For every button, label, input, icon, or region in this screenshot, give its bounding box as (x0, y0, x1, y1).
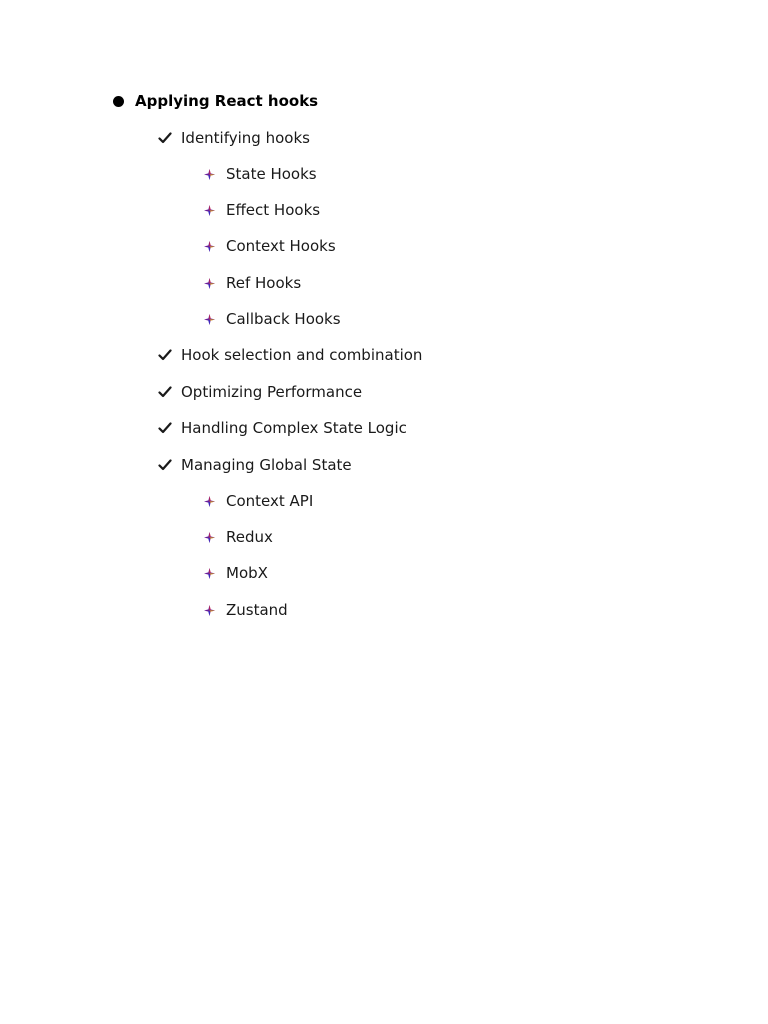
four-point-star-bullet-icon (203, 495, 216, 508)
outline-level3-item (203, 271, 301, 295)
outline-level3-item (203, 561, 268, 585)
outline-group-label: Handling Complex State Logic (181, 419, 407, 437)
four-point-star-bullet-icon (203, 604, 216, 617)
outline-subitem-label: Effect Hooks (226, 201, 321, 219)
outline-level2-item (158, 126, 310, 150)
four-point-star-bullet-icon (203, 168, 216, 181)
outline-subitem-label: Context API (226, 492, 314, 510)
outline-level2-item (158, 343, 422, 367)
outline-level3-item (203, 307, 341, 331)
checkmark-bullet-icon (158, 131, 172, 145)
outline-subitem-label: Redux (226, 528, 273, 546)
four-point-star-bullet-icon (203, 277, 216, 290)
outline-subitem-label: Ref Hooks (226, 274, 302, 292)
four-point-star-bullet-icon (203, 567, 216, 580)
outline-group-label: Managing Global State (181, 456, 352, 474)
outline-subitem-label: MobX (226, 564, 268, 582)
outline-level3-item (203, 489, 313, 513)
four-point-star-bullet-icon (203, 313, 216, 326)
outline-subitem-label: Callback Hooks (226, 310, 341, 328)
checkmark-bullet-icon (158, 458, 172, 472)
outline-level1-item (112, 89, 318, 113)
outline-subitem-label: Context Hooks (226, 237, 336, 255)
outline-level3-item (203, 162, 317, 186)
outline-level3-item (203, 525, 273, 549)
four-point-star-bullet-icon (203, 531, 216, 544)
outline-title: Applying React hooks (135, 92, 319, 110)
outline-level2-item (158, 380, 362, 404)
checkmark-bullet-icon (158, 385, 172, 399)
outline-level3-item (203, 198, 320, 222)
checkmark-bullet-icon (158, 421, 172, 435)
outline-level3-item (203, 598, 288, 622)
outline-group-label: Hook selection and combination (181, 346, 423, 364)
outline-level2-item (158, 453, 352, 477)
outline-subitem-label: State Hooks (226, 165, 317, 183)
outline-subitem-label: Zustand (226, 601, 288, 619)
filled-circle-bullet-icon (112, 95, 125, 108)
outline-group-label: Optimizing Performance (181, 383, 363, 401)
outline-group-label: Identifying hooks (181, 129, 310, 147)
checkmark-bullet-icon (158, 348, 172, 362)
outline-level2-item (158, 416, 407, 440)
four-point-star-bullet-icon (203, 240, 216, 253)
outline-level3-item (203, 234, 336, 258)
four-point-star-bullet-icon (203, 204, 216, 217)
